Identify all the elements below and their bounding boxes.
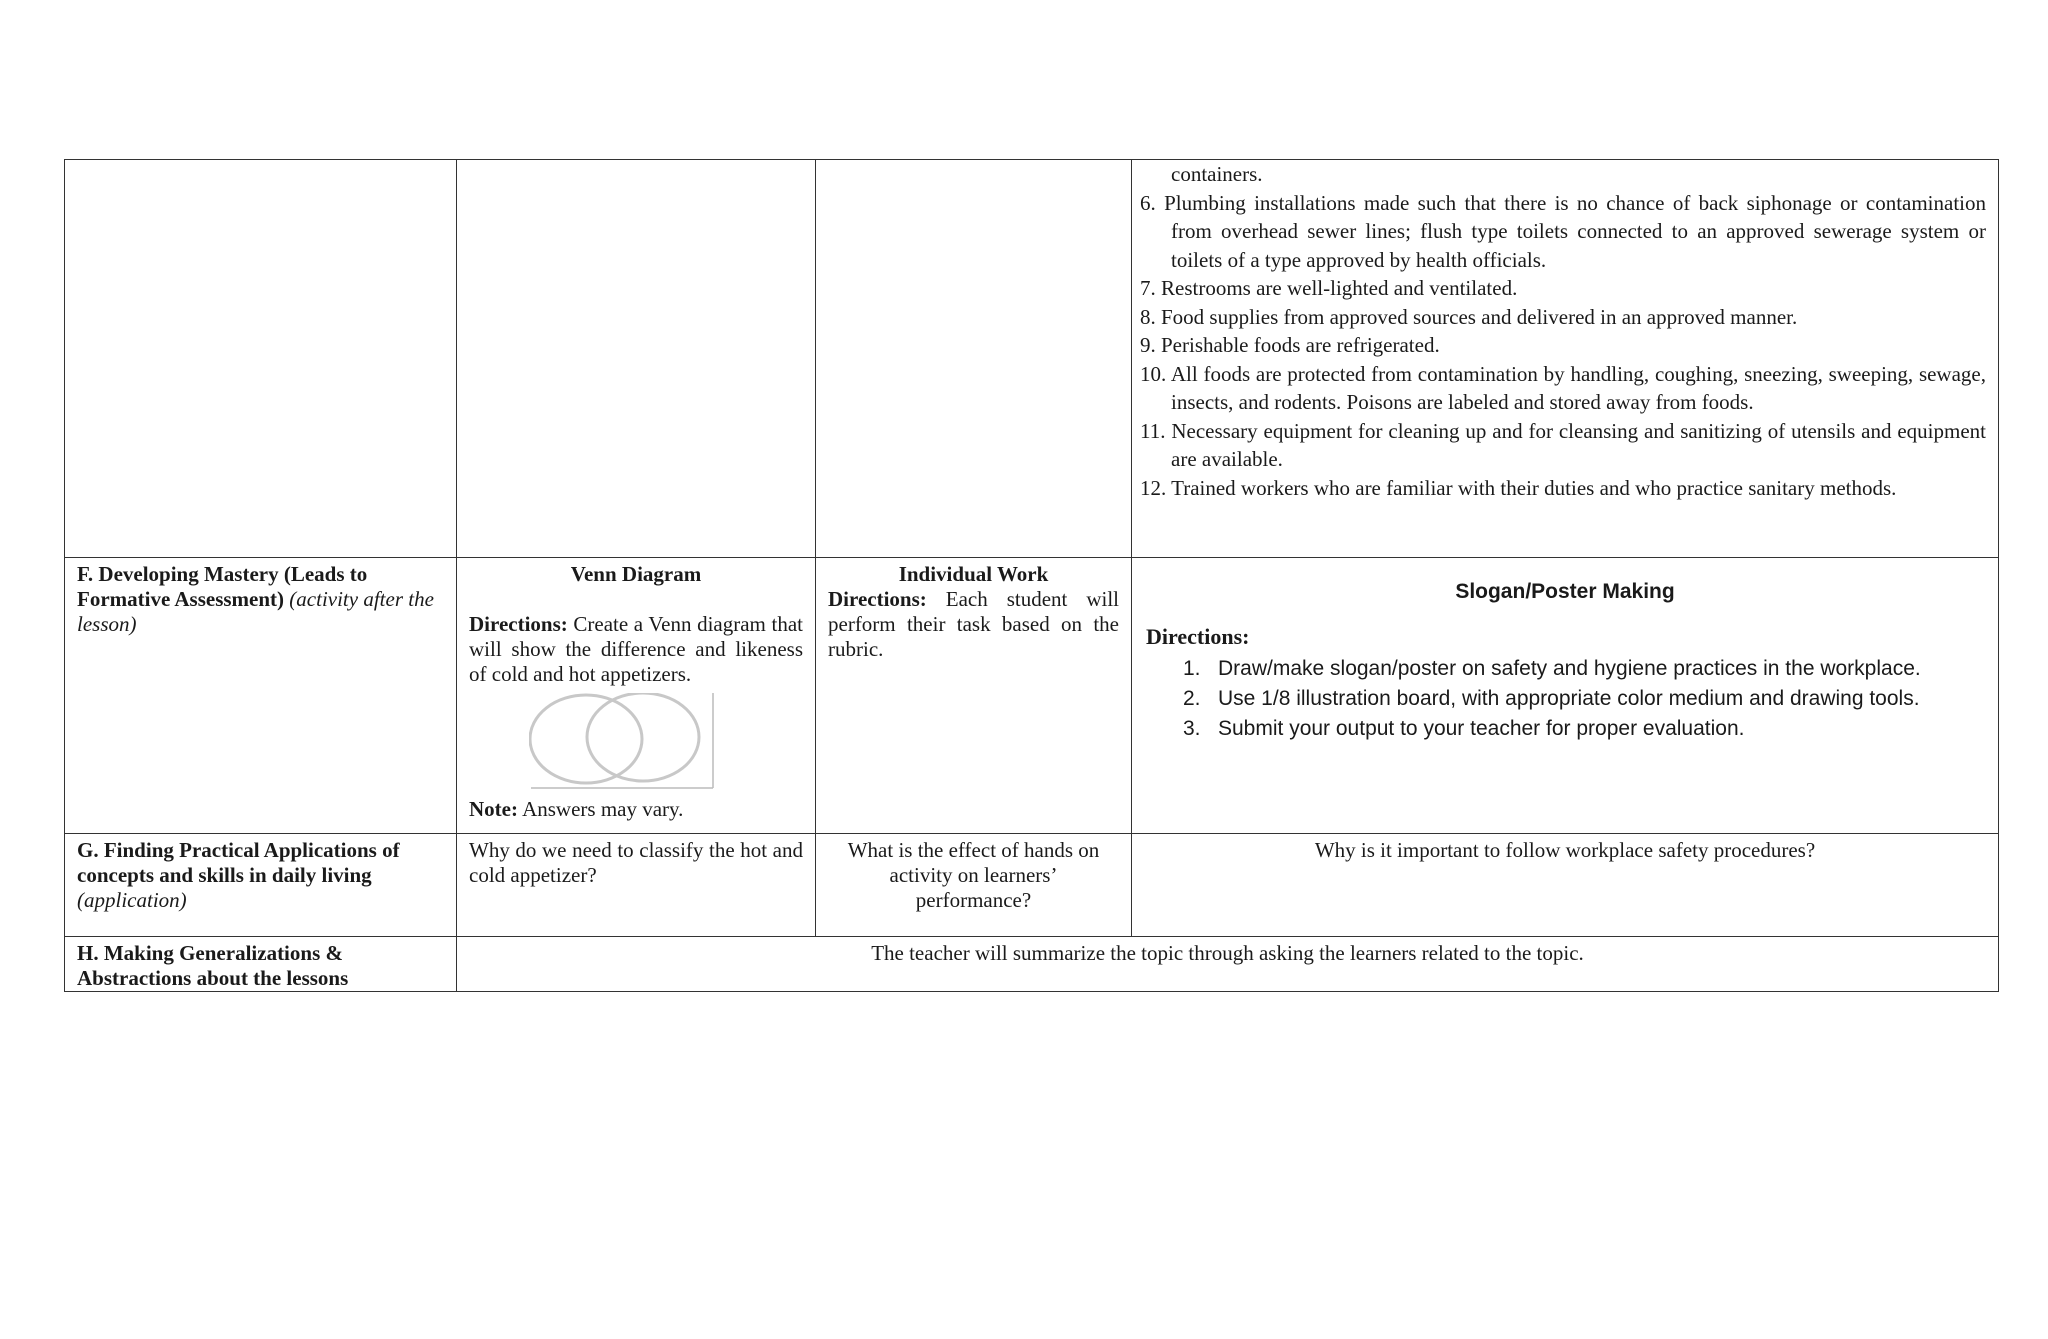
- venn-note-text: Answers may vary.: [522, 797, 684, 821]
- sanitation-list-item: [1140, 331, 1986, 360]
- sanitation-list-item: [1140, 417, 1986, 474]
- table-row-f: [65, 558, 1999, 834]
- list-continuation-text: containers.: [1171, 162, 1263, 186]
- list-item-number: 10.: [1140, 361, 1167, 386]
- list-item-number: 12.: [1140, 475, 1167, 500]
- venn-title: Venn Diagram: [570, 562, 702, 586]
- cell-empty-label: [65, 160, 457, 558]
- list-item-number: 6.: [1140, 190, 1156, 215]
- list-item-text: Necessary equipment for cleaning up and for cleansing and sanitizing of utensils and equipment are available.: [1171, 418, 1986, 471]
- cell-empty-3: [816, 160, 1132, 558]
- row-f-label-bold: F. Developing Mastery (Leads to Formative Assessment): [77, 562, 368, 611]
- venn-cell: [457, 558, 816, 834]
- slogan-directions-label: Directions:: [1146, 624, 1250, 649]
- list-item-number: 7.: [1140, 276, 1156, 300]
- venn-directions-label: Directions:: [469, 612, 568, 636]
- row-g-label-bold: G. Finding Practical Applications of concepts and skills in daily living: [77, 838, 400, 887]
- sanitation-list-item: [1140, 303, 1986, 332]
- individual-directions-text: Each student will perform their task based on the rubric.: [828, 587, 1119, 661]
- sanitation-list-item: [1140, 274, 1986, 303]
- row-g-question-safety: Why is it important to follow workplace safety procedures?: [1314, 838, 1816, 862]
- sanitation-list-item: [1140, 474, 1986, 503]
- list-item-number: 9.: [1140, 333, 1156, 357]
- slogan-item-number: 3.: [1183, 717, 1201, 740]
- cell-sanitation-list: [1132, 160, 1999, 558]
- list-item-text: All foods are protected from contamination by handling, coughing, sneezing, sweeping, sewage, insects, and rodents. Poisons are labeled and stored away from foods.: [1170, 361, 1986, 414]
- table-row-h: [65, 937, 1999, 992]
- list-item-text: Restrooms are well-lighted and ventilated.: [1161, 276, 1518, 300]
- individual-work-title: Individual Work: [898, 562, 1049, 586]
- list-item-text: Food supplies from approved sources and delivered in an approved manner.: [1161, 304, 1798, 329]
- slogan-cell: [1132, 558, 1999, 834]
- slogan-item-text: Draw/make slogan/poster on safety and hygiene practices in the workplace.: [1218, 657, 1921, 680]
- table-row-g: [65, 834, 1999, 937]
- row-f-label: [65, 558, 457, 834]
- individual-work-cell: [816, 558, 1132, 834]
- venn-note-label: Note:: [469, 797, 518, 821]
- lesson-plan-table: [64, 159, 1999, 992]
- slogan-directions-list: [1144, 654, 1986, 744]
- individual-directions-label: Directions:: [828, 587, 927, 611]
- slogan-item-number: 1.: [1183, 657, 1201, 680]
- sanitation-list-item: [1140, 360, 1986, 417]
- venn-diagram: [469, 687, 803, 797]
- table-row-continuation: [65, 160, 1999, 558]
- slogan-directions-item: [1144, 714, 1986, 744]
- row-g-label: [65, 834, 457, 937]
- slogan-title: Slogan/Poster Making: [1455, 580, 1675, 603]
- sanitation-list-item: [1140, 189, 1986, 275]
- slogan-item-text: Submit your output to your teacher for proper evaluation.: [1218, 717, 1745, 740]
- row-g-label-italic: (application): [77, 888, 187, 912]
- row-g-col4: [1132, 834, 1999, 937]
- row-g-question-hands-on: What is the effect of hands on activity on learners’ performance?: [847, 838, 1100, 912]
- cell-empty-2: [457, 160, 816, 558]
- sanitation-list: [1140, 189, 1986, 503]
- list-item-number: 11.: [1140, 418, 1166, 443]
- slogan-directions-item: [1144, 684, 1986, 714]
- list-item-text: Trained workers who are familiar with their duties and who practice sanitary methods.: [1171, 475, 1897, 500]
- slogan-item-text: Use 1/8 illustration board, with appropriate color medium and drawing tools.: [1218, 687, 1920, 710]
- slogan-item-number: 2.: [1183, 687, 1201, 710]
- venn-directions-text: Create a Venn diagram that will show the difference and likeness of cold and hot appetizers.: [469, 612, 803, 686]
- row-h-label: [65, 937, 457, 992]
- row-f-label-italic: (activity after the lesson): [77, 587, 434, 636]
- row-g-question-appetizer: Why do we need to classify the hot and cold appetizer?: [469, 838, 803, 887]
- row-h-content-cell: [457, 937, 1999, 992]
- row-g-col3: [816, 834, 1132, 937]
- list-item-text: Plumbing installations made such that there is no chance of back siphonage or contamination from overhead sewer lines; flush type toilets connected to an approved sewerage system or toilets of a type approved by health officials.: [1164, 190, 1987, 272]
- slogan-directions-item: [1144, 654, 1986, 684]
- list-item-text: Perishable foods are refrigerated.: [1161, 333, 1440, 357]
- list-item-number: 8.: [1140, 304, 1156, 329]
- row-h-content: The teacher will summarize the topic through asking the learners related to the topic.: [871, 941, 1584, 965]
- row-g-col2: [457, 834, 816, 937]
- row-h-label-bold: H. Making Generalizations & Abstractions about the lessons: [77, 941, 349, 990]
